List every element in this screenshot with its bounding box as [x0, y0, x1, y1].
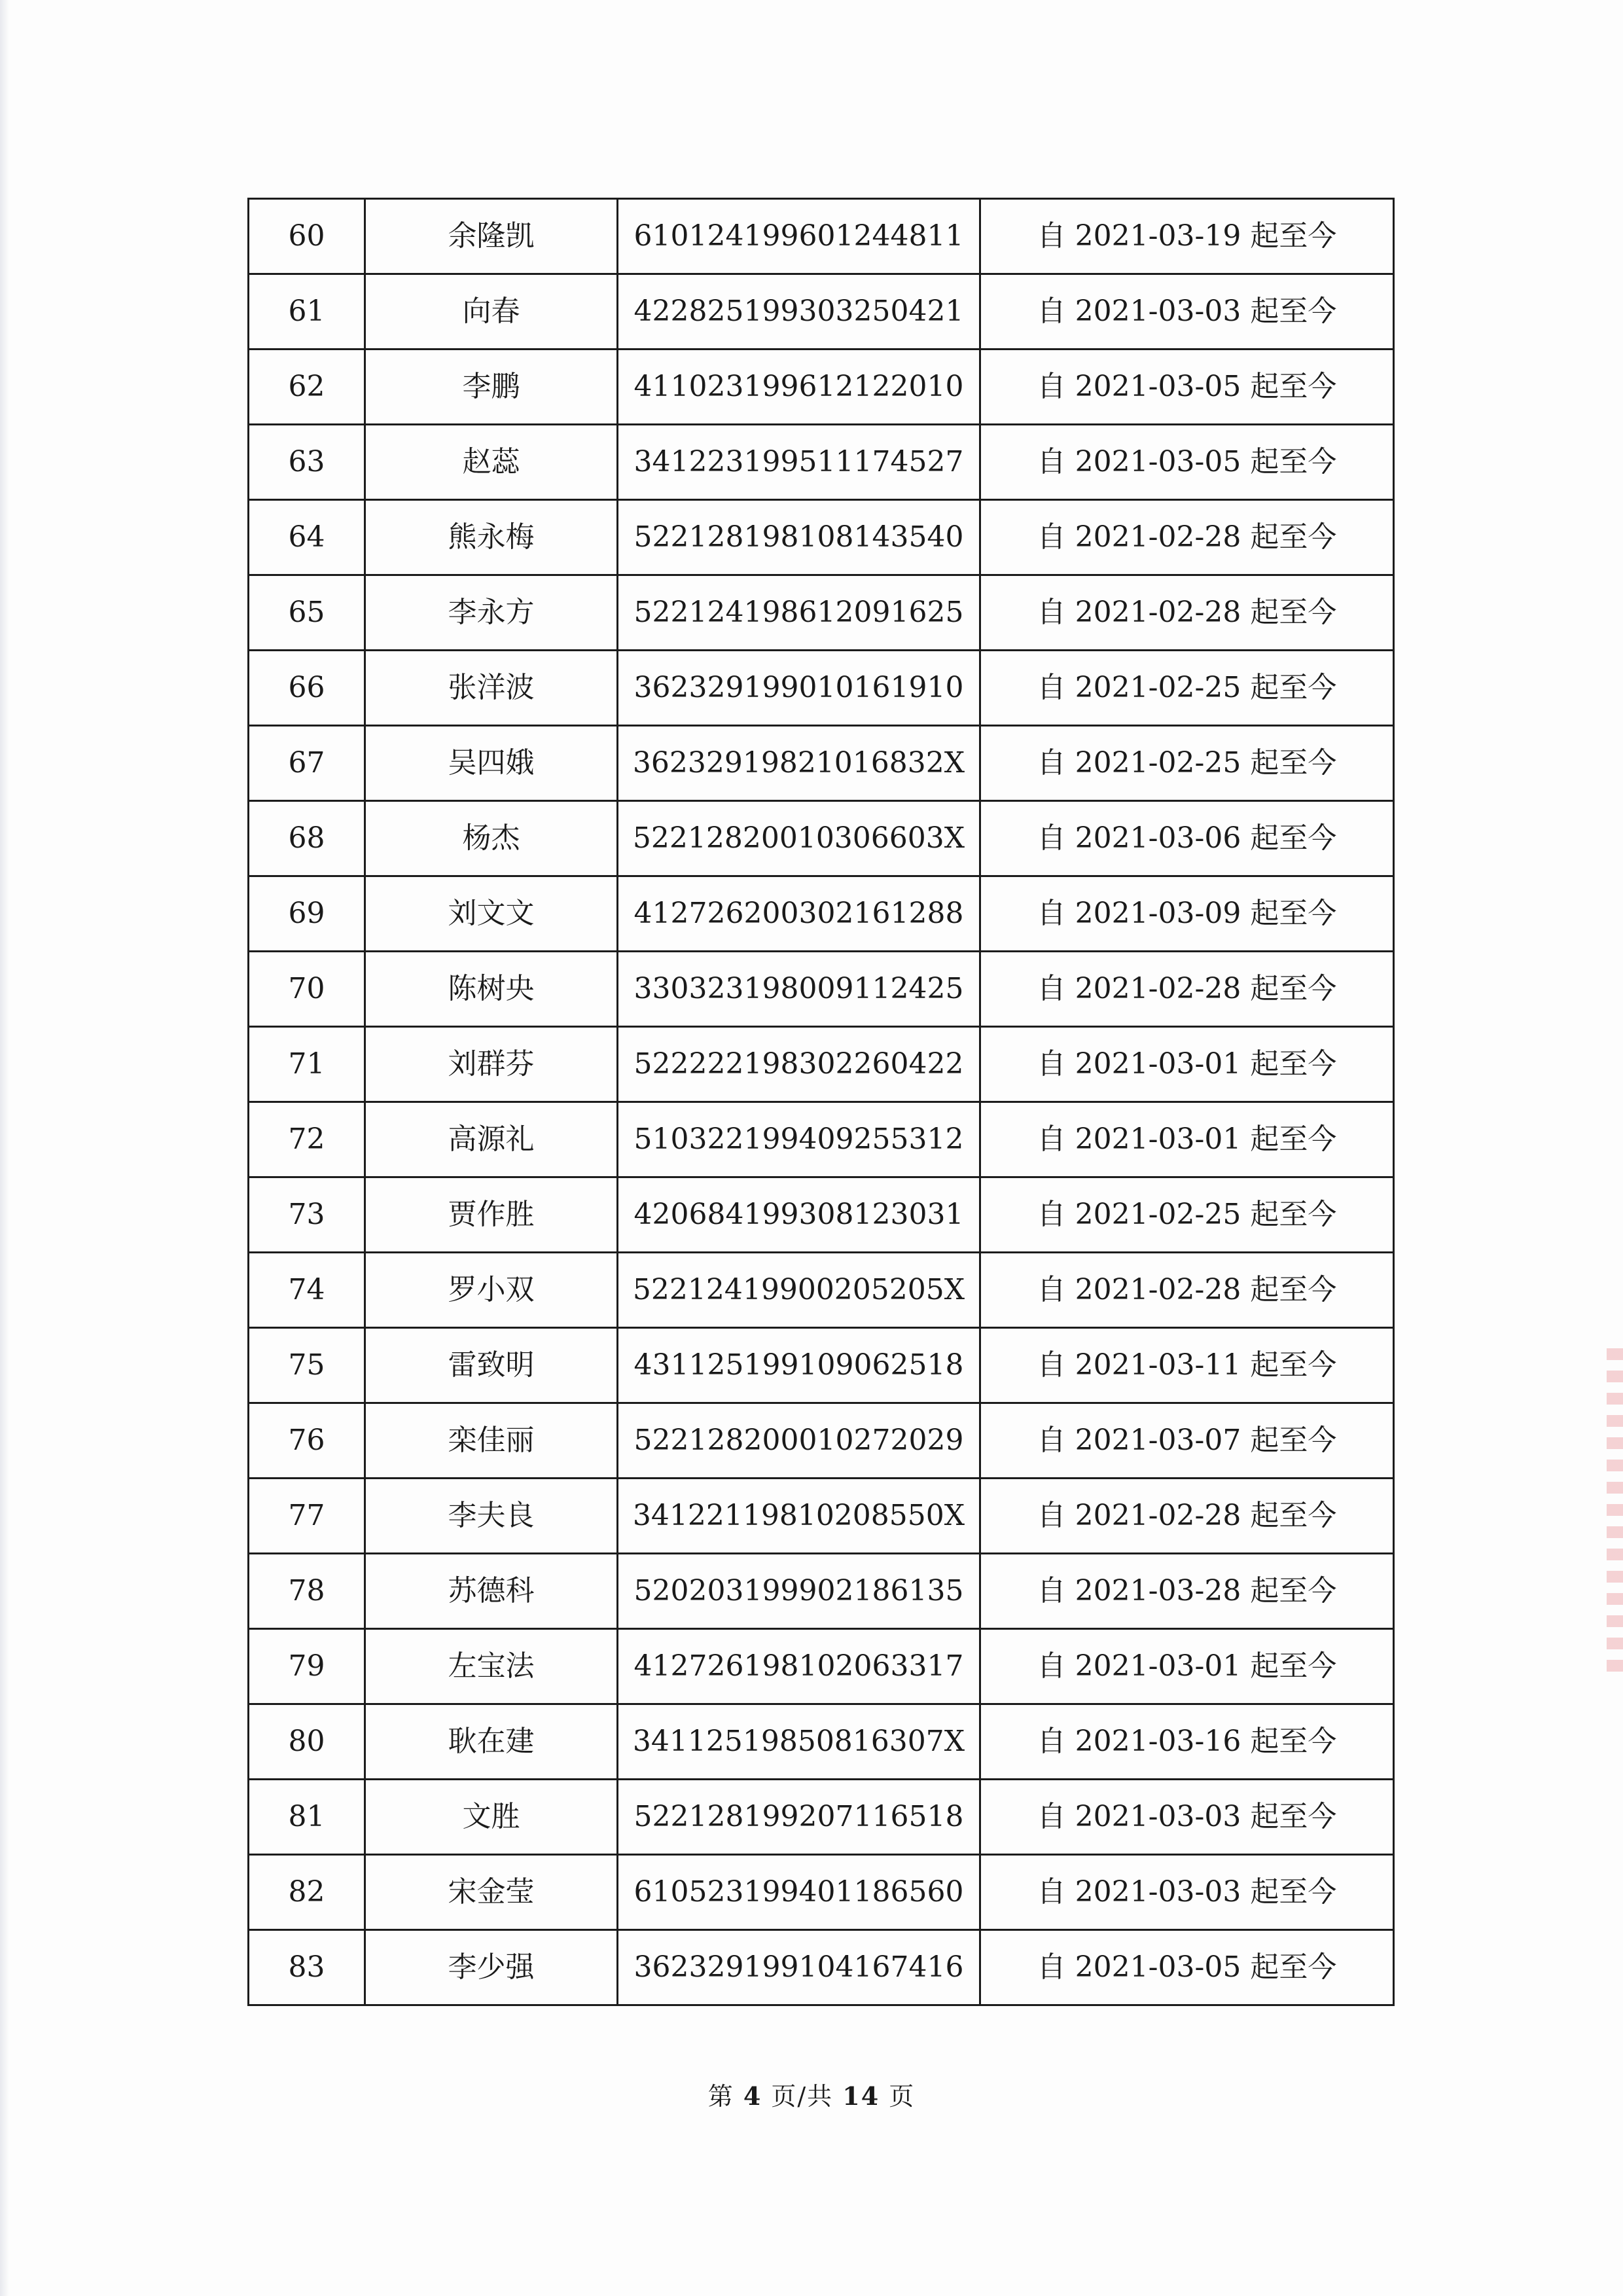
cell-number: 72: [249, 1102, 365, 1177]
cell-name: 苏德科: [365, 1554, 618, 1629]
cell-name: 文胜: [365, 1780, 618, 1855]
cell-id-number: 362329199104167416: [618, 1930, 980, 2005]
table-row: [249, 1554, 1394, 1629]
cell-name: 李永方: [365, 575, 618, 651]
table-row: [249, 801, 1394, 876]
cell-id-number: 522128200010272029: [618, 1403, 980, 1479]
table-row: [249, 1855, 1394, 1930]
table-row: [249, 1479, 1394, 1554]
cell-period: 自 2021-03-11 起至今: [980, 1328, 1394, 1403]
cell-number: 70: [249, 952, 365, 1027]
footer-total-pages: 14: [842, 2081, 880, 2111]
cell-number: 66: [249, 651, 365, 726]
cell-period: 自 2021-03-16 起至今: [980, 1704, 1394, 1780]
cell-id-number: 522128199207116518: [618, 1780, 980, 1855]
cell-number: 62: [249, 350, 365, 425]
table-row: [249, 1930, 1394, 2005]
cell-id-number: 420684199308123031: [618, 1177, 980, 1253]
roster-table: [247, 198, 1395, 2006]
table-row: [249, 952, 1394, 1027]
cell-period: 自 2021-02-28 起至今: [980, 500, 1394, 575]
table-row: [249, 1704, 1394, 1780]
cell-name: 高源礼: [365, 1102, 618, 1177]
cell-id-number: 52212820010306603X: [618, 801, 980, 876]
table-row: [249, 1253, 1394, 1328]
cell-number: 77: [249, 1479, 365, 1554]
cell-name: 李夫良: [365, 1479, 618, 1554]
cell-number: 83: [249, 1930, 365, 2005]
cell-id-number: 412726198102063317: [618, 1629, 980, 1704]
table-row: [249, 1102, 1394, 1177]
cell-number: 82: [249, 1855, 365, 1930]
cell-name: 李少强: [365, 1930, 618, 2005]
footer-current-page: 4: [743, 2081, 762, 2111]
cell-number: 80: [249, 1704, 365, 1780]
cell-id-number: 522128198108143540: [618, 500, 980, 575]
cell-period: 自 2021-03-09 起至今: [980, 876, 1394, 952]
cell-id-number: 522222198302260422: [618, 1027, 980, 1102]
cell-period: 自 2021-03-05 起至今: [980, 1930, 1394, 2005]
cell-name: 雷致明: [365, 1328, 618, 1403]
cell-name: 刘文文: [365, 876, 618, 952]
table-row: [249, 1403, 1394, 1479]
cell-number: 73: [249, 1177, 365, 1253]
table-row: [249, 575, 1394, 651]
cell-name: 余隆凯: [365, 199, 618, 274]
cell-period: 自 2021-02-25 起至今: [980, 726, 1394, 801]
cell-period: 自 2021-03-05 起至今: [980, 425, 1394, 500]
footer-middle: 页/共: [771, 2082, 834, 2111]
roster-table-body: [249, 199, 1394, 2005]
cell-period: 自 2021-02-25 起至今: [980, 651, 1394, 726]
table-row: [249, 500, 1394, 575]
cell-id-number: 610124199601244811: [618, 199, 980, 274]
cell-id-number: 520203199902186135: [618, 1554, 980, 1629]
cell-period: 自 2021-02-28 起至今: [980, 952, 1394, 1027]
cell-id-number: 330323198009112425: [618, 952, 980, 1027]
cell-name: 宋金莹: [365, 1855, 618, 1930]
cell-number: 71: [249, 1027, 365, 1102]
cell-name: 吴四娥: [365, 726, 618, 801]
cell-number: 61: [249, 274, 365, 350]
cell-name: 栾佳丽: [365, 1403, 618, 1479]
cell-number: 75: [249, 1328, 365, 1403]
cell-period: 自 2021-02-28 起至今: [980, 1253, 1394, 1328]
cell-period: 自 2021-03-07 起至今: [980, 1403, 1394, 1479]
table-row: [249, 1629, 1394, 1704]
table-row: [249, 726, 1394, 801]
cell-id-number: 52212419900205205X: [618, 1253, 980, 1328]
table-row: [249, 350, 1394, 425]
footer-prefix: 第: [707, 2082, 734, 2111]
page-footer: [0, 2076, 1623, 2112]
cell-number: 65: [249, 575, 365, 651]
cell-period: 自 2021-03-03 起至今: [980, 274, 1394, 350]
cell-number: 60: [249, 199, 365, 274]
cell-period: 自 2021-03-28 起至今: [980, 1554, 1394, 1629]
table-row: [249, 651, 1394, 726]
cell-id-number: 411023199612122010: [618, 350, 980, 425]
cell-number: 78: [249, 1554, 365, 1629]
cell-name: 向春: [365, 274, 618, 350]
cell-period: 自 2021-03-19 起至今: [980, 199, 1394, 274]
table-row: [249, 274, 1394, 350]
cell-period: 自 2021-03-01 起至今: [980, 1102, 1394, 1177]
cell-name: 赵蕊: [365, 425, 618, 500]
table-row: [249, 1780, 1394, 1855]
cell-id-number: 422825199303250421: [618, 274, 980, 350]
cell-period: 自 2021-03-05 起至今: [980, 350, 1394, 425]
cell-number: 69: [249, 876, 365, 952]
cell-name: 杨杰: [365, 801, 618, 876]
table-row: [249, 425, 1394, 500]
cell-period: 自 2021-02-25 起至今: [980, 1177, 1394, 1253]
cell-id-number: 510322199409255312: [618, 1102, 980, 1177]
cell-id-number: 431125199109062518: [618, 1328, 980, 1403]
cell-name: 李鹏: [365, 350, 618, 425]
table-row: [249, 1177, 1394, 1253]
cell-number: 63: [249, 425, 365, 500]
cell-name: 左宝法: [365, 1629, 618, 1704]
cell-name: 张洋波: [365, 651, 618, 726]
cell-name: 刘群芬: [365, 1027, 618, 1102]
cell-period: 自 2021-03-03 起至今: [980, 1780, 1394, 1855]
table-row: [249, 876, 1394, 952]
cell-number: 67: [249, 726, 365, 801]
cell-period: 自 2021-02-28 起至今: [980, 575, 1394, 651]
cell-name: 耿在建: [365, 1704, 618, 1780]
cell-id-number: 362329199010161910: [618, 651, 980, 726]
cell-id-number: 522124198612091625: [618, 575, 980, 651]
cell-id-number: 412726200302161288: [618, 876, 980, 952]
cell-id-number: 36232919821016832X: [618, 726, 980, 801]
cell-period: 自 2021-03-06 起至今: [980, 801, 1394, 876]
cell-number: 74: [249, 1253, 365, 1328]
footer-suffix: 页: [889, 2082, 916, 2111]
cell-number: 76: [249, 1403, 365, 1479]
cell-number: 68: [249, 801, 365, 876]
cell-id-number: 34112519850816307X: [618, 1704, 980, 1780]
cell-period: 自 2021-03-01 起至今: [980, 1629, 1394, 1704]
cell-id-number: 34122119810208550X: [618, 1479, 980, 1554]
table-row: [249, 1027, 1394, 1102]
cell-period: 自 2021-03-03 起至今: [980, 1855, 1394, 1930]
cell-name: 贾作胜: [365, 1177, 618, 1253]
cell-name: 陈树央: [365, 952, 618, 1027]
table-row: [249, 1328, 1394, 1403]
cell-number: 79: [249, 1629, 365, 1704]
cell-number: 64: [249, 500, 365, 575]
cell-id-number: 610523199401186560: [618, 1855, 980, 1930]
table-row: [249, 199, 1394, 274]
cell-period: 自 2021-02-28 起至今: [980, 1479, 1394, 1554]
scan-edge: [0, 0, 9, 2296]
cell-name: 罗小双: [365, 1253, 618, 1328]
cell-id-number: 341223199511174527: [618, 425, 980, 500]
cell-period: 自 2021-03-01 起至今: [980, 1027, 1394, 1102]
cell-name: 熊永梅: [365, 500, 618, 575]
cell-number: 81: [249, 1780, 365, 1855]
red-seal-fragment: [1607, 1348, 1623, 1676]
